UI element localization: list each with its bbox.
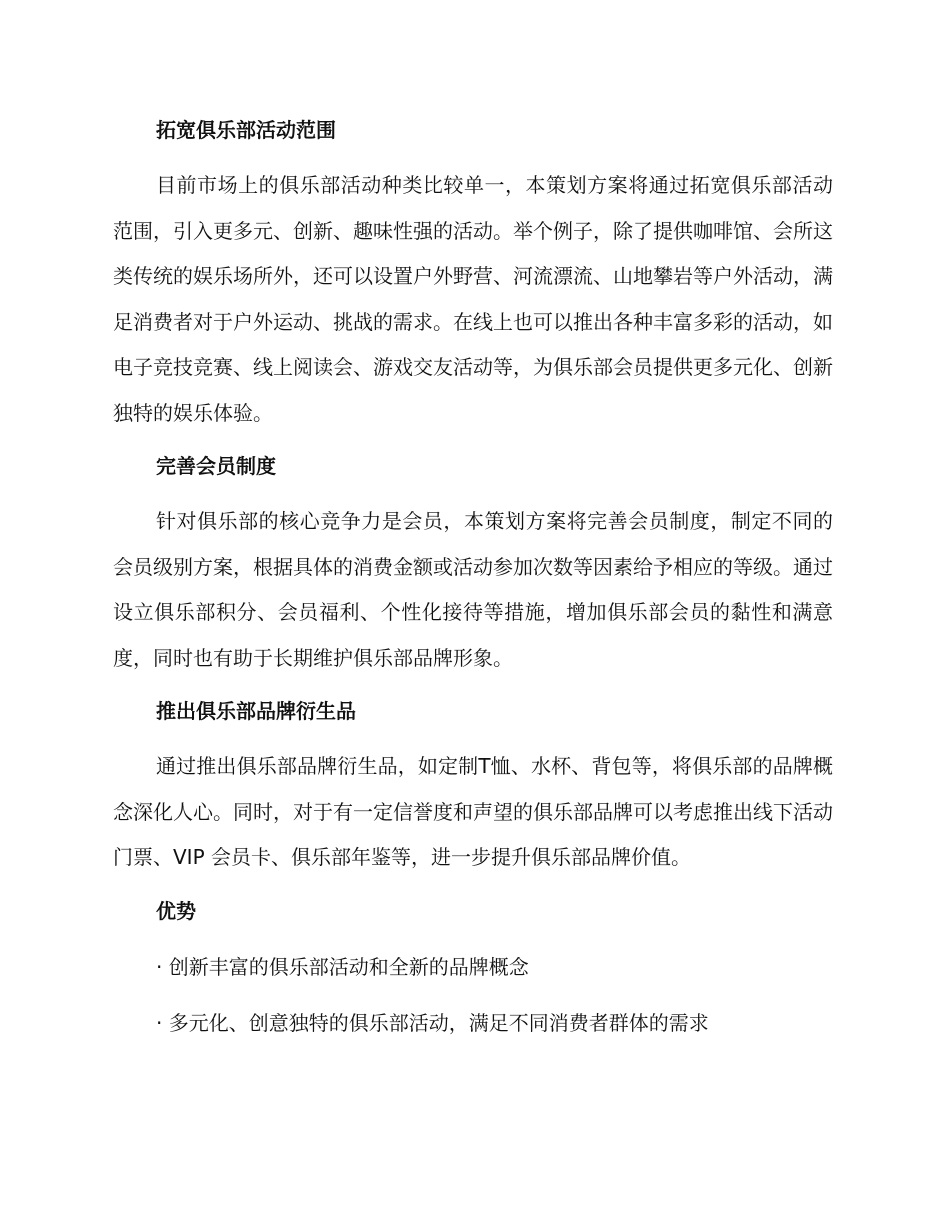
advantage-item-2: · 多元化、创意独特的俱乐部活动，满足不同消费者群体的需求 [156, 1010, 709, 1035]
section-heading-activities: 拓宽俱乐部活动范围 [156, 118, 336, 142]
section-body-merchandise: 通过推出俱乐部品牌衍生品，如定制T恤、水杯、背包等，将俱乐部的品牌概念深化人心。同时，对于有一定信誉度和声望的俱乐部品牌可以考虑推出线下活动门票、VIP 会员卡、俱乐部年鉴等，进一步提升俱乐部品牌价值。 [113, 754, 833, 869]
document-page [113, 112, 833, 1041]
section-body-activities: 目前市场上的俱乐部活动种类比较单一，本策划方案将通过拓宽俱乐部活动范围，引入更多元、创新、趣味性强的活动。举个例子，除了提供咖啡馆、会所这类传统的娱乐场所外，还可以设置户外野营、河流漂流、山地攀岩等户外活动，满足消费者对于户外运动、挑战的需求。在线上也可以推出各种丰富多彩的活动，如电子竞技竞赛、线上阅读会、游戏交友活动等，为俱乐部会员提供更多元化、创新独特的娱乐体验。 [113, 173, 833, 425]
advantage-item-1: · 创新丰富的俱乐部活动和全新的品牌概念 [156, 954, 529, 979]
section-heading-merchandise: 推出俱乐部品牌衍生品 [156, 699, 356, 723]
section-heading-membership: 完善会员制度 [156, 454, 276, 478]
section-body-membership: 针对俱乐部的核心竞争力是会员，本策划方案将完善会员制度，制定不同的会员级别方案，根据具体的消费金额或活动参加次数等因素给予相应的等级。通过设立俱乐部积分、会员福利、个性化接待等措施，增加俱乐部会员的黏性和满意度，同时也有助于长期维护俱乐部品牌形象。 [113, 509, 833, 670]
advantages-heading: 优势 [156, 898, 196, 923]
